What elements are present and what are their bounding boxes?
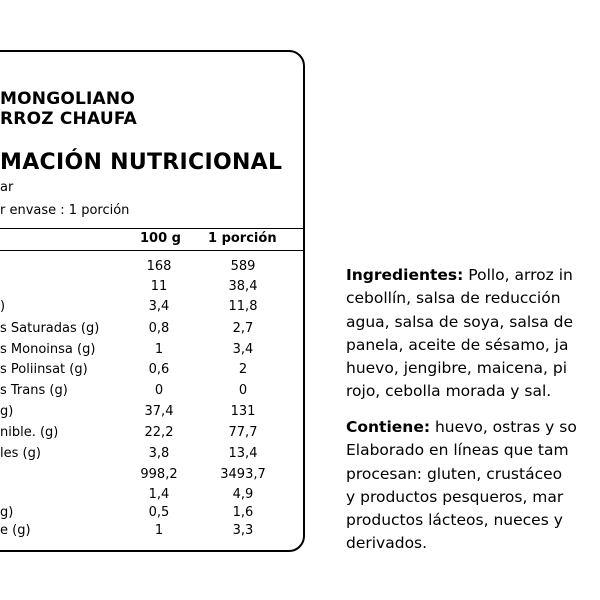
ingredients-paragraph [346,264,600,404]
nutrient-value-portion: 131 [230,404,256,419]
nutrient-value-100g: 0 [154,383,164,398]
product-title-line2: RROZ CHAUFA [0,109,138,129]
nutrient-value-100g: 168 [146,259,172,274]
nutrient-name: g) [0,505,14,520]
nutrient-value-portion: 77,7 [228,425,258,440]
nutrient-name: s Poliinsat (g) [0,362,88,377]
nutrient-name: e (g) [0,523,31,538]
nutrient-value-100g: 0,8 [148,321,170,336]
ingredients-line-6: rojo, cebolla morada y sal. [346,382,552,401]
nutrient-value-100g: 3,4 [148,299,170,314]
nutrient-value-portion: 3,4 [232,342,254,357]
product-title-line1: MONGOLIANO [0,89,135,109]
table-row [0,381,305,401]
nutrient-value-100g: 1 [154,523,164,538]
nutrient-value-portion: 4,9 [232,487,254,502]
nutrient-value-100g: 37,4 [144,404,174,419]
contains-line-3: procesan: gluten, crustáceo [346,464,563,483]
table-row [0,257,305,277]
contains-line-1: huevo, ostras y so [430,418,577,436]
nutrient-value-portion: 11,8 [228,299,258,314]
ingredients-line-1: Pollo, arroz in [463,266,573,284]
nutrient-value-100g: 0,5 [148,505,170,520]
nutrient-name: g) [0,404,14,419]
nutrient-name: s Monoinsa (g) [0,342,96,357]
table-row [0,402,305,422]
nutrient-value-portion: 1,6 [232,505,254,520]
contains-label: Contiene: [346,418,431,436]
nutrient-value-portion: 13,4 [228,446,258,461]
ingredients-line-5: huevo, jengibre, maicena, pi [346,359,568,378]
nutrient-value-portion: 3493,7 [220,467,266,482]
table-row [0,319,305,339]
servings-per-container: r envase : 1 porción [0,203,130,218]
table-row [0,297,305,317]
nutrient-value-100g: 1,4 [148,487,170,502]
table-row [0,444,305,464]
ingredients-line-4: panela, aceite de sésamo, ja [346,335,569,354]
nutrition-subtext-1: ar [0,180,14,195]
nutrient-name: les (g) [0,446,41,461]
table-row [0,465,305,485]
table-row [0,360,305,380]
table-top-divider [0,228,305,229]
column-header-100g: 100 g [140,231,181,246]
contains-line-5: productos lácteos, nueces y [346,511,563,530]
nutrient-value-100g: 1 [154,342,164,357]
table-header-divider [0,250,305,251]
nutrient-value-portion: 3,3 [232,523,254,538]
allergens-paragraph [346,416,600,556]
nutrient-value-portion: 38,4 [228,279,258,294]
nutrient-value-100g: 11 [150,279,168,294]
nutrition-heading: MACIÓN NUTRICIONAL [0,150,283,175]
column-header-portion: 1 porción [208,231,277,246]
nutrient-name: nible. (g) [0,425,59,440]
nutrient-name: ) [0,299,6,314]
nutrient-value-100g: 3,8 [148,446,170,461]
nutrient-name: s Saturadas (g) [0,321,100,336]
ingredients-line-2: cebollín, salsa de reducción [346,289,561,308]
contains-line-2: Elaborado en líneas que tam [346,441,569,460]
table-row [0,423,305,443]
nutrient-value-portion: 2 [238,362,248,377]
table-row [0,277,305,297]
contains-line-4: y productos pesqueros, mar [346,487,564,506]
table-row [0,521,305,541]
table-row [0,485,305,505]
nutrient-value-100g: 998,2 [140,467,178,482]
nutrient-value-100g: 0,6 [148,362,170,377]
nutrient-name: s Trans (g) [0,383,68,398]
nutrient-value-portion: 589 [230,259,256,274]
contains-line-6: derivados. [346,534,428,553]
product-title [0,89,137,129]
ingredients-line-3: agua, salsa de soya, salsa de [346,312,574,331]
table-row [0,503,305,523]
nutrient-value-portion: 0 [238,383,248,398]
table-row [0,340,305,360]
nutrient-value-portion: 2,7 [232,321,254,336]
ingredients-label: Ingredientes: [346,266,464,284]
nutrient-value-100g: 22,2 [144,425,174,440]
